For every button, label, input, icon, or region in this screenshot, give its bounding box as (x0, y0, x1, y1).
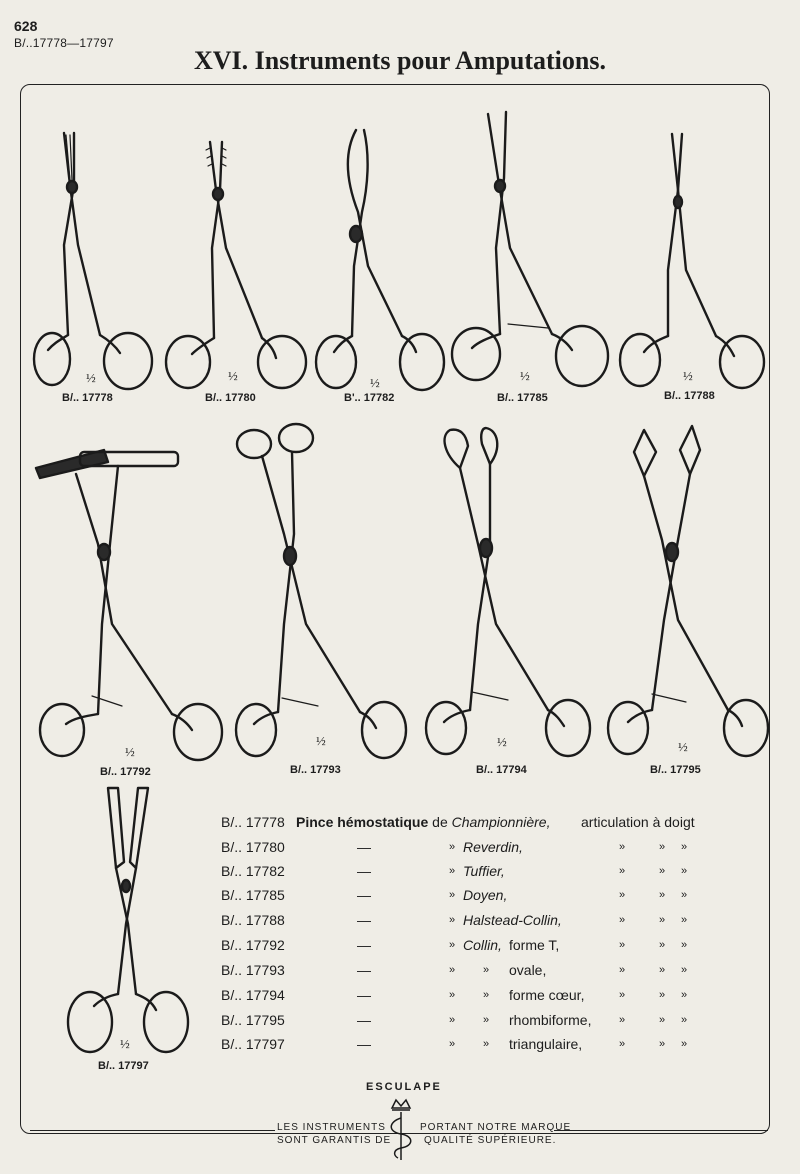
ditto-mark: » (619, 865, 626, 877)
ditto-mark: » (449, 1014, 456, 1026)
ditto-mark: » (619, 989, 626, 1001)
ditto-dash: — (357, 937, 371, 953)
ditto-mark: » (681, 865, 688, 877)
figure-catalog-number: B/.. 17780 (205, 392, 256, 404)
item-name: Pince hémostatique de Championnière, (296, 814, 551, 830)
figure-catalog-number: B/.. 17793 (290, 764, 341, 776)
ditto-dash: — (357, 839, 371, 855)
ditto-mark: » (659, 889, 666, 901)
forceps-17793-illustration (232, 424, 412, 764)
ditto-mark: » (483, 989, 490, 1001)
ditto-mark: » (449, 1038, 456, 1050)
forceps-17788-illustration (616, 130, 768, 394)
guarantee-text-left-1: LES INSTRUMENTS (277, 1122, 386, 1133)
ditto-dash: — (357, 863, 371, 879)
brand-name: ESCULAPE (366, 1081, 442, 1093)
ditto-dash: — (357, 1012, 371, 1028)
ditto-mark: » (659, 914, 666, 926)
figure-scale: ½ (228, 368, 238, 383)
ditto-dash: — (357, 962, 371, 978)
ditto-mark: » (619, 1014, 626, 1026)
figure-scale: ½ (120, 1036, 130, 1051)
figure-scale: ½ (86, 370, 96, 385)
figure-scale: ½ (497, 734, 507, 749)
ditto-mark: » (619, 889, 626, 901)
ditto-mark: » (659, 1014, 666, 1026)
ditto-mark: » (619, 1038, 626, 1050)
forceps-17797-illustration (60, 784, 194, 1056)
figure-catalog-number: B/.. 17795 (650, 764, 701, 776)
figure-scale: ½ (370, 375, 380, 390)
ditto-mark: » (483, 964, 490, 976)
guarantee-text-left-2: SONT GARANTIS DE (277, 1135, 392, 1146)
ditto-mark: » (449, 939, 456, 951)
figure-scale: ½ (316, 733, 326, 748)
ditto-dash: — (357, 987, 371, 1003)
ditto-mark: » (483, 1038, 490, 1050)
item-shape: ovale, (509, 962, 547, 978)
ditto-mark: » (681, 1038, 688, 1050)
author-name: Doyen, (463, 887, 508, 903)
author-name: Halstead-Collin, (463, 912, 562, 928)
catalog-number: B/.. 17793 (221, 962, 285, 978)
footer-rule-left (30, 1130, 275, 1131)
ditto-mark: » (619, 841, 626, 853)
figure-scale: ½ (125, 744, 135, 759)
catalog-number: B/.. 17788 (221, 912, 285, 928)
author-name: Collin, (463, 937, 502, 953)
ditto-mark: » (681, 1014, 688, 1026)
ditto-mark: » (449, 841, 456, 853)
ditto-dash: — (357, 887, 371, 903)
guarantee-text-right-1: PORTANT NOTRE MARQUE (420, 1122, 572, 1133)
figure-catalog-number: B/.. 17778 (62, 392, 113, 404)
figure-catalog-number: B/.. 17797 (98, 1060, 149, 1072)
footer-rule-right (554, 1130, 768, 1131)
ditto-mark: » (449, 914, 456, 926)
catalog-range: B/..17778—17797 (14, 36, 114, 50)
ditto-mark: » (659, 964, 666, 976)
guarantee-text-right-2: QUALITÉ SUPÉRIEURE. (424, 1135, 557, 1146)
forceps-17795-illustration (600, 420, 772, 762)
ditto-mark: » (681, 841, 688, 853)
ditto-mark: » (449, 964, 456, 976)
ditto-mark: » (681, 939, 688, 951)
item-shape: forme T, (509, 937, 560, 953)
ditto-dash: — (357, 912, 371, 928)
ditto-mark: » (483, 1014, 490, 1026)
item-shape: rhombiforme, (509, 1012, 592, 1028)
catalog-number: B/.. 17795 (221, 1012, 285, 1028)
ditto-mark: » (659, 989, 666, 1001)
author-name: Tuffier, (463, 863, 505, 879)
catalog-number: B/.. 17782 (221, 863, 285, 879)
figure-catalog-number: B/.. 17785 (497, 392, 548, 404)
item-detail: articulation à doigt (581, 814, 695, 830)
forceps-17792-illustration (32, 444, 227, 762)
figure-scale: ½ (678, 739, 688, 754)
ditto-mark: » (449, 889, 456, 901)
figure-scale: ½ (683, 368, 693, 383)
figure-catalog-number: B/.. 17792 (100, 766, 151, 778)
page-number: 628 (14, 18, 38, 34)
figure-catalog-number: B'.. 17782 (344, 392, 395, 404)
forceps-17780-illustration (162, 138, 312, 396)
ditto-mark: » (681, 989, 688, 1001)
figure-catalog-number: B/.. 17788 (664, 390, 715, 402)
item-shape: forme cœur, (509, 987, 585, 1003)
ditto-mark: » (659, 939, 666, 951)
figure-catalog-number: B/.. 17794 (476, 764, 527, 776)
catalog-number: B/.. 17794 (221, 987, 285, 1003)
catalog-number: B/.. 17797 (221, 1036, 285, 1052)
ditto-mark: » (681, 964, 688, 976)
ditto-mark: » (449, 989, 456, 1001)
page-title: XVI. Instruments pour Amputations. (194, 46, 606, 75)
item-shape: triangulaire, (509, 1036, 583, 1052)
ditto-mark: » (659, 1038, 666, 1050)
catalog-number: B/.. 17785 (221, 887, 285, 903)
forceps-17778-illustration (30, 125, 160, 395)
ditto-mark: » (449, 865, 456, 877)
author-name: Reverdin, (463, 839, 523, 855)
ditto-mark: » (659, 841, 666, 853)
ditto-mark: » (619, 964, 626, 976)
ditto-mark: » (659, 865, 666, 877)
ditto-mark: » (681, 889, 688, 901)
caduceus-logo-icon (384, 1098, 418, 1164)
forceps-17794-illustration (420, 424, 596, 760)
ditto-dash: — (357, 1036, 371, 1052)
ditto-mark: » (619, 914, 626, 926)
forceps-17782-illustration (312, 126, 447, 394)
ditto-mark: » (619, 939, 626, 951)
catalog-number: B/.. 17778 (221, 814, 285, 830)
forceps-17785-illustration (448, 108, 616, 394)
catalog-number: B/.. 17792 (221, 937, 285, 953)
catalog-number: B/.. 17780 (221, 839, 285, 855)
ditto-mark: » (681, 914, 688, 926)
figure-scale: ½ (520, 368, 530, 383)
